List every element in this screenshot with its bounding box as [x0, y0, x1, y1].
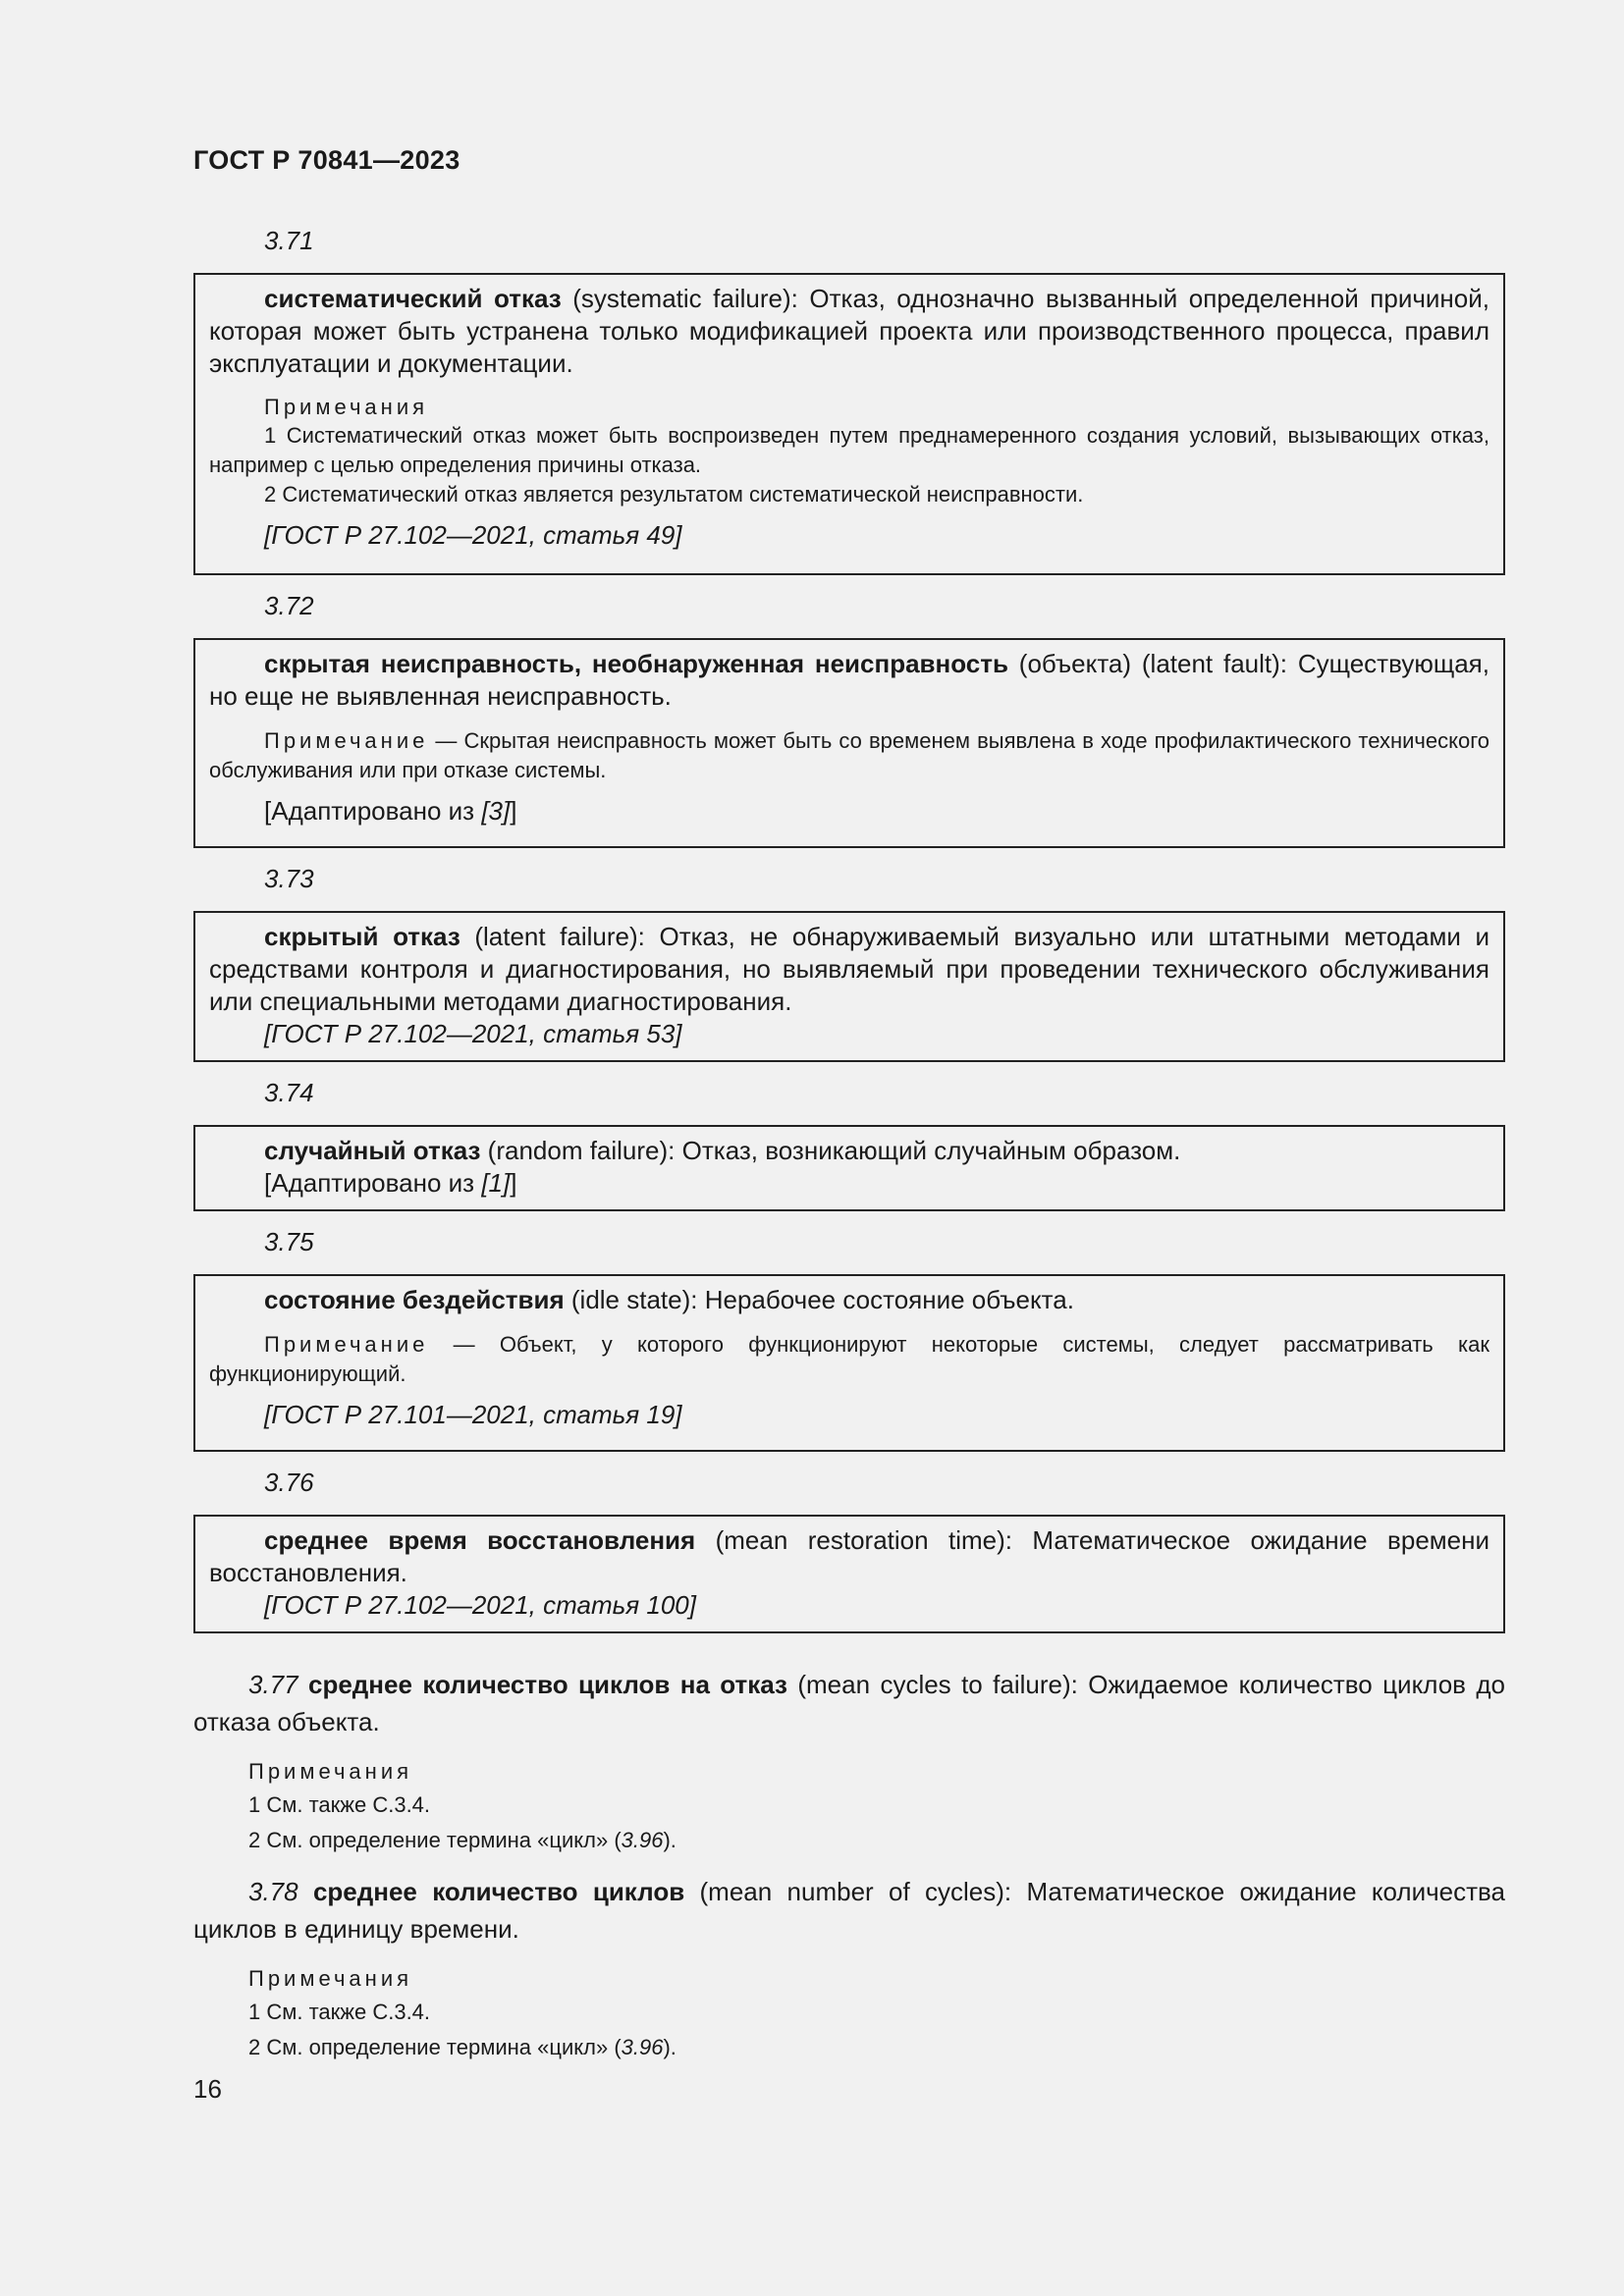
page-number: 16: [193, 2074, 222, 2104]
definition-box: [193, 1274, 1505, 1452]
source-reference: [Адаптировано из [1]]: [264, 1168, 517, 1198]
definition-text: систематический отказ (systematic failure): Отказ, однозначно вызванный определенной причиной, которая может быть устранена только модификацией проекта или производственного процесса, правил эксплуатации и документации.: [209, 284, 1489, 378]
note: 1 Систематический отказ может быть воспроизведен путем преднамеренного создания условий, вызывающих отказ, например с целью определения причины отказа.: [209, 423, 1489, 477]
definition-text: 3.77 среднее количество циклов на отказ (mean cycles to failure): Ожидаемое количество циклов до отказа объекта.: [193, 1670, 1505, 1736]
source-reference: [ГОСТ Р 27.102—2021, статья 49]: [264, 520, 682, 550]
definition-box: [193, 638, 1505, 848]
source-reference: [ГОСТ Р 27.101—2021, статья 19]: [264, 1400, 682, 1429]
notes-heading: Примечания: [248, 1759, 413, 1784]
source-reference: [ГОСТ Р 27.102—2021, статья 53]: [264, 1019, 682, 1048]
definition-text: случайный отказ (random failure): Отказ, возникающий случайным образом.: [264, 1136, 1181, 1165]
term: среднее количество циклов на отказ: [308, 1670, 787, 1699]
note: Примечание — Скрытая неисправность может быть со временем выявлена в ходе профилактического технического обслуживания или при отказе системы.: [209, 728, 1489, 782]
definition-text: скрытая неисправность, необнаруженная неисправность (объекта) (latent fault): Существующая, но еще не выявленная неисправность.: [209, 649, 1489, 711]
definition-box: [193, 273, 1505, 575]
source-reference: [ГОСТ Р 27.102—2021, статья 100]: [264, 1590, 696, 1620]
term: среднее количество циклов: [312, 1877, 685, 1906]
notes-heading: Примечания: [248, 1966, 413, 1991]
note: Примечание — Объект, у которого функционируют некоторые системы, следует рассматривать как функционирующий.: [209, 1332, 1489, 1386]
note: 2 См. определение термина «цикл» (3.96).: [248, 2035, 677, 2059]
term: случайный отказ: [264, 1136, 481, 1165]
term: состояние бездействия: [264, 1285, 565, 1314]
definition-box: [193, 911, 1505, 1062]
note: 1 См. также С.3.4.: [248, 2000, 431, 2024]
entry-number: 3.71: [264, 226, 314, 255]
notes-heading: Примечания: [264, 395, 429, 419]
definition-box: [193, 1515, 1505, 1633]
entry-number: 3.73: [264, 864, 314, 893]
standard-designation: ГОСТ Р 70841—2023: [193, 145, 460, 175]
source-reference: [Адаптировано из [3]]: [264, 796, 517, 826]
definition-text: скрытый отказ (latent failure): Отказ, не обнаруживаемый визуально или штатными методами и средствами контроля и диагностирования, но выявляемый при проведении технического обслуживания или специальными методами диагностирования.: [209, 922, 1489, 1016]
free-entry: [193, 1873, 1505, 2065]
entry-number: 3.78: [248, 1877, 298, 1906]
note: 1 См. также С.3.4.: [248, 1792, 431, 1817]
entry-number: 3.77: [248, 1670, 298, 1699]
entry-number: 3.76: [264, 1468, 314, 1497]
term: систематический отказ: [264, 284, 562, 313]
definition-text: среднее время восстановления (mean restoration time): Математическое ожидание времени восстановления.: [209, 1525, 1489, 1587]
entry-number: 3.72: [264, 591, 314, 620]
entry-number: 3.74: [264, 1078, 314, 1107]
entry-number: 3.75: [264, 1227, 314, 1256]
definition-text: состояние бездействия (idle state): Нерабочее состояние объекта.: [264, 1285, 1074, 1314]
term: среднее время восстановления: [264, 1525, 696, 1555]
definition-box: [193, 1125, 1505, 1211]
term: скрытый отказ: [264, 922, 460, 951]
definition-text: 3.78 среднее количество циклов (mean number of cycles): Математическое ожидание количества циклов в единицу времени.: [193, 1877, 1506, 1944]
note: 2 Систематический отказ является результатом систематической неисправности.: [264, 482, 1084, 507]
term: скрытая неисправность, необнаруженная неисправность: [264, 649, 1008, 678]
note: 2 См. определение термина «цикл» (3.96).: [248, 1828, 677, 1852]
free-entry: [193, 1666, 1505, 1858]
